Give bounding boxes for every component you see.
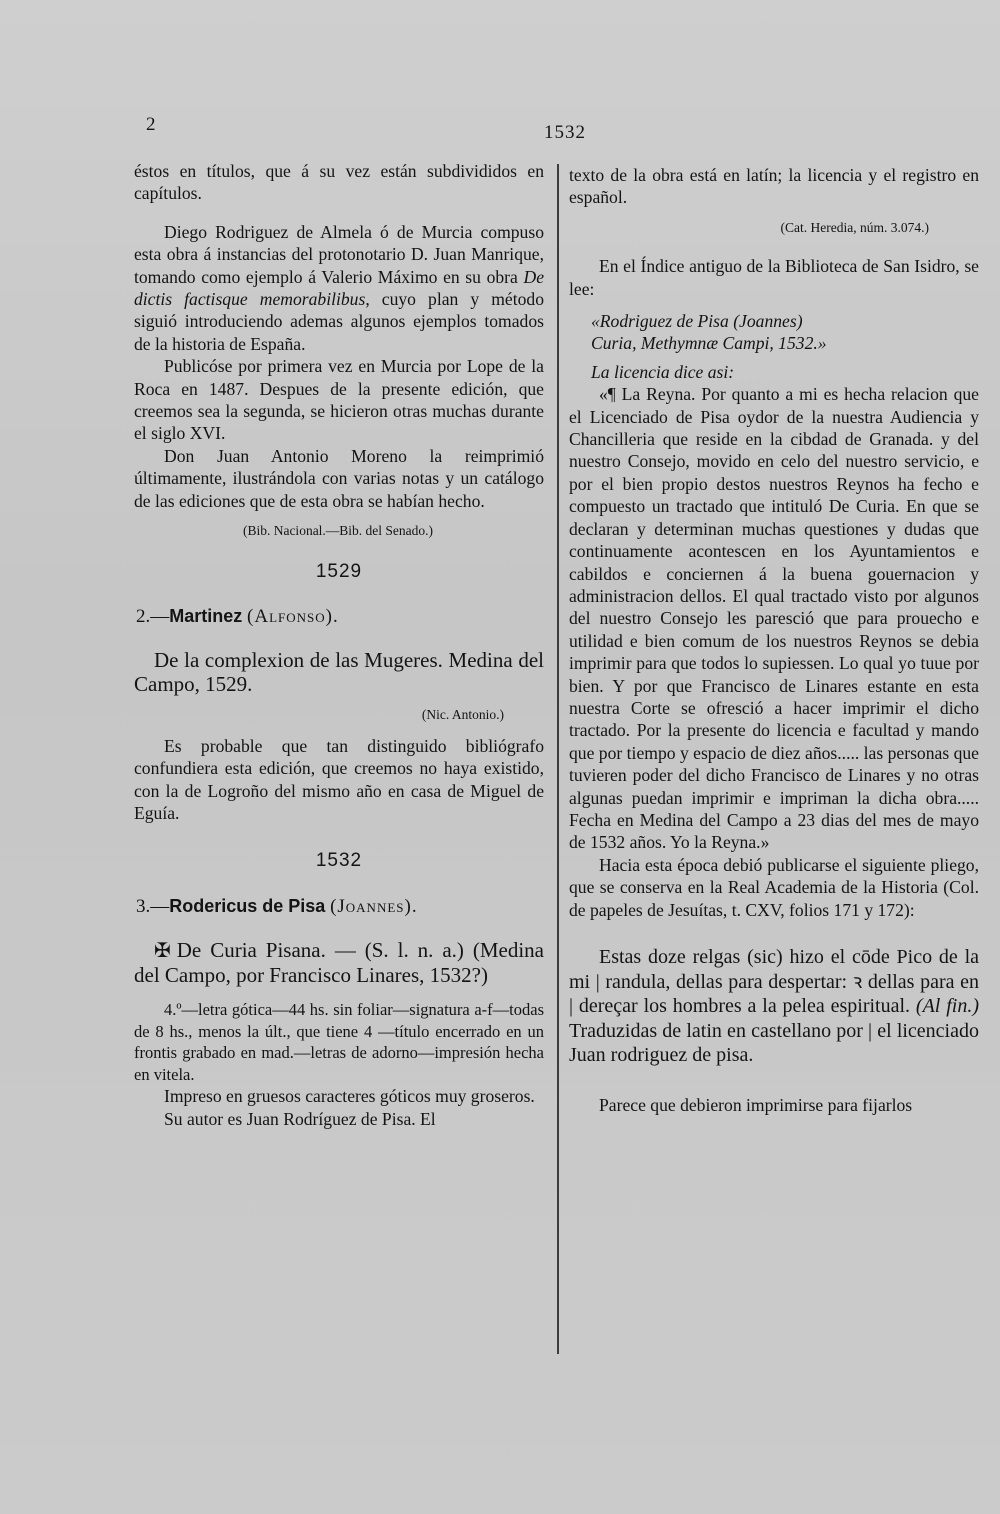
left-column <box>134 160 544 1130</box>
year-heading: 1529 <box>315 560 363 582</box>
license-text: «¶ La Reyna. Por quanto a mi es hecha relacion que el Licenciado de Pisa oydor de la nuestra Audiencia y Chancilleria que reside en la cibdad de Granada. y del nuestro Consejo, movido en celo del nuestro servicio, e por el bien propio destos nuestros Reynos ha fecho e compuesto un tractado que intituló De Curia. En que se declaran y determinan muchas questiones y dudas que continuamente acontescen en los Ayuntamientos e cabildos e conciernen á la buena gouernacion y administracion dellos. El qual tractado visto por algunos del nuestro Consejo les paresció que para prouecho e utilidad e bien comum de los nuestros Reynos se debia imprimir para que todos lo supiessen. Lo qual yo tuue por bien. Y por que Francisco de Linares estante en esta nuestra Corte se ofresció a hacer imprimir el dicho tractado. Por la presente do licencia e facultad y mando que por tiempo y espacio de diez años..... las personas que tuvieren poder del dicho Francisco de Linares y no otras algunas puedan imprimir e impriman la dicha obra..... Fecha en Medina del Campo a 23 dias del mes de mayo de 1532 años. Yo la Reyna.» <box>569 384 979 853</box>
cross-icon: ✠ <box>154 940 171 963</box>
author-name: Rodericus de Pisa <box>169 895 326 916</box>
running-header-year: 1532 <box>544 122 586 143</box>
paragraph: Diego Rodriguez de Almela ó de Murcia compuso esta obra á instancias del protonotario D. Juan Manrique, tomando como ejemplo á Valerio Máximo en su obra De dictis factisque memorabilibus, cuyo plan y método siguió introduciendo ademas algunos ejemplos tomados de la historia de España. <box>134 221 544 354</box>
source-citation: (Cat. Heredia, núm. 3.074.) <box>780 219 929 235</box>
right-column <box>569 164 979 1116</box>
paragraph: Su autor es Juan Rodríguez de Pisa. El <box>164 1108 436 1129</box>
paragraph: éstos en títulos, que á su vez están subdivididos en capítulos. <box>134 161 544 204</box>
catalog-quote-line: «Rodriguez de Pisa (Joannes) <box>591 311 803 332</box>
page-number: 2 <box>146 114 156 135</box>
paragraph: texto de la obra está en latín; la licencia y el registro en español. <box>569 165 979 208</box>
paragraph: En el Índice antiguo de la Biblioteca de San Isidro, se lee: <box>569 256 979 299</box>
source-citation: (Bib. Nacional.—Bib. del Senado.) <box>242 523 434 539</box>
column-divider <box>557 164 559 1354</box>
work-title: De la complexion de las Mugeres. Medina del Campo, 1529. <box>134 648 544 697</box>
entry-heading: 2.—Martinez (Alfonso). <box>136 605 339 627</box>
entry-heading: 3.—Rodericus de Pisa (Joannes). <box>136 895 418 917</box>
author-name: Martinez <box>169 605 243 626</box>
paragraph: Es probable que tan distinguido bibliógrafo confundiera esta edición, que creemos no haya existido, con la de Logroño del mismo año en casa de Miguel de Eguía. <box>134 735 544 823</box>
paragraph: Hacia esta época debió publicarse el siguiente pliego, que se conserva en la Real Academia de la Historia (Col. de papeles de Jesuítas, t. CXV, folios 171 y 172): <box>569 854 979 920</box>
paragraph: Don Juan Antonio Moreno la reimprimió últimamente, ilustrándola con varias notas y un catálogo de las ediciones que de esta obra se habían hecho. <box>134 445 544 511</box>
paragraph: Publicóse por primera vez en Murcia por Lope de la Roca en 1487. Despues de la presente edición, que creemos sea la segunda, se hicieron otras muchas durante el siglo XVI. <box>134 356 544 444</box>
license-heading: La licencia dice asi: <box>591 361 735 382</box>
year-heading: 1532 <box>315 850 363 872</box>
bibliographic-description: 4.º—letra gótica—44 hs. sin foliar—signatura a-f—todas de 8 hs., menos la últ., que tiene 4 —título encerrado en un frontis grabado en mad.—letras de adorno—impresión hecha en vitela. <box>134 1000 544 1084</box>
paragraph: Parece que debieron imprimirse para fijarlos <box>599 1094 913 1115</box>
italic-title: De dictis factisque memorabilibus <box>134 266 544 310</box>
catalog-quote-line: Curia, Methymnæ Campi, 1532.» <box>591 333 827 354</box>
work-title: ✠ De Curia Pisana. — (S. l. n. a.) (Medina del Campo, por Francisco Linares, 1532?) <box>134 938 544 988</box>
paragraph: Impreso en gruesos caracteres góticos muy groseros. <box>164 1086 535 1107</box>
source-citation: (Nic. Antonio.) <box>421 707 504 723</box>
gothic-transcription: Estas doze relgas (sic) hizo el cōde Pico de la mi | randula, dellas para despertar: ꝛ dellas para en | dereçar los hombres a la pelea espiritual. (Al fin.) Traduzidas de latin en castellano por | el licenciado Juan rodriguez de pisa. <box>569 946 979 1066</box>
